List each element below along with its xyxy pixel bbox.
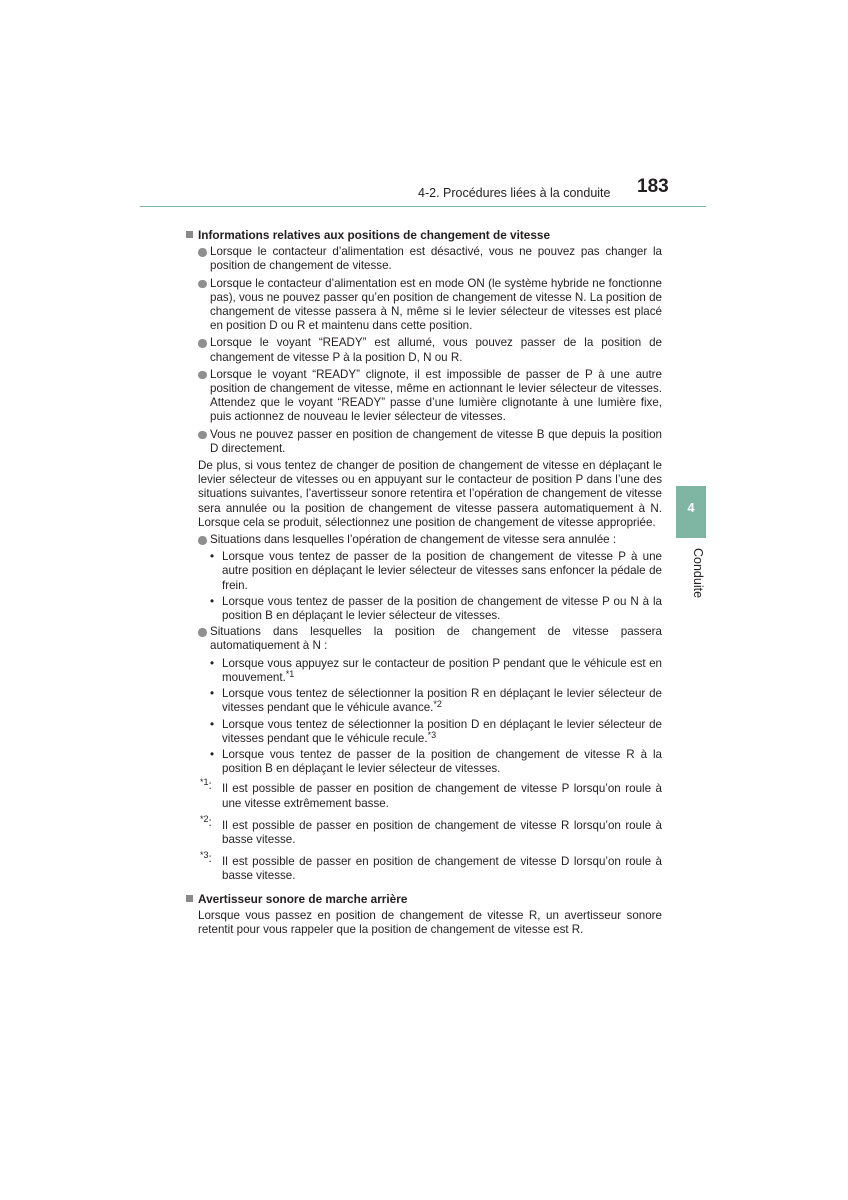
- circle-bullet-icon: [198, 248, 207, 257]
- footnote-mark: *3: [200, 850, 209, 861]
- small-bullet-icon: •: [210, 550, 215, 564]
- circle-bullet-icon: [198, 628, 207, 637]
- circle-bullet-icon: [198, 339, 207, 348]
- sub-list-item: • Lorsque vous tentez de passer de la position de changement de vitesse P à une autre position en déplaçant le levier sélecteur de vitesses sans enfoncer la pédale de frein.: [210, 550, 662, 592]
- footnote-mark: *2: [200, 813, 209, 824]
- square-bullet-icon: [186, 895, 193, 902]
- sub-list-item: • Lorsque vous appuyez sur le contacteur de position P pendant que le véhicule est en mouvement.$^{*1}$: [210, 656, 662, 684]
- header-divider: [140, 206, 706, 207]
- sub-list-item: • Lorsque vous tentez de passer de la position de changement de vitesse R à la position B en déplaçant le levier sélecteur de vitesses.: [210, 747, 662, 776]
- list-item: Vous ne pouvez passer en position de changement de vitesse B que depuis la position D directement.: [186, 428, 662, 456]
- small-bullet-icon: •: [210, 656, 215, 670]
- small-bullet-icon: •: [210, 717, 215, 731]
- circle-bullet-icon: [198, 431, 207, 440]
- section-heading-text: Avertisseur sonore de marche arrière: [198, 891, 408, 906]
- list-item: Lorsque le voyant “READY” est allumé, vous pouvez passer de la position de changement de vitesse P à la position D, N ou R.: [186, 336, 662, 364]
- circle-bullet-icon: [198, 536, 207, 545]
- sub-list-item: • Lorsque vous tentez de sélectionner la position R en déplaçant le levier sélecteur de vitesses pendant que le véhicule avance.$^{*2}$: [210, 687, 662, 715]
- footnote-ref: *2: [433, 699, 442, 710]
- footnote: $^{*3}$: Il est possible de passer en position de changement de vitesse D lorsqu’on roule à basse vitesse.: [200, 850, 662, 883]
- sub-list-item: • Lorsque vous tentez de passer de la position de changement de vitesse P ou N à la position B en déplaçant le levier sélecteur de vitesses.: [210, 594, 662, 623]
- footnote: $^{*1}$: Il est possible de passer en position de changement de vitesse P lorsqu’on roule à une vitesse extrêmement basse.: [200, 777, 662, 810]
- small-bullet-icon: •: [210, 687, 215, 701]
- list-item: Lorsque le voyant “READY” clignote, il est impossible de passer de P à une autre position de changement de vitesse, même en actionnant le levier sélecteur de vitesses. Attendez que le voyant “READY” passe d’une lumière clignotante à une lumière fixe, puis actionnez de nouveau le levier sélecteur de vitesses.: [186, 368, 662, 425]
- footnote-ref: *1: [285, 668, 295, 679]
- list-item: Lorsque le contacteur d’alimentation est en mode ON (le système hybride ne fonctionne pas), vous ne pouvez passer qu’en position de changement de vitesse N. La position de changement de vitesse passera à N, même si le levier sélecteur de vitesses est placé en position D ou R et maintenu dans cette position.: [186, 277, 662, 334]
- chapter-tab: 4: [676, 486, 706, 538]
- footnote: $^{*2}$: Il est possible de passer en position de changement de vitesse R lorsqu’on roule à basse vitesse.: [200, 813, 662, 846]
- section-heading: [186, 892, 662, 906]
- list-item: Situations dans lesquelles la position de changement de vitesse passera automatiquement à N :: [186, 625, 662, 653]
- circle-bullet-icon: [198, 371, 207, 380]
- footnote-mark: *1: [200, 777, 209, 788]
- section-title: 4-2. Procédures liées à la conduite: [418, 186, 611, 200]
- list-item: Situations dans lesquelles l’opération de changement de vitesse sera annulée :: [186, 533, 662, 547]
- section-heading-text: Informations relatives aux positions de changement de vitesse: [198, 228, 551, 242]
- circle-bullet-icon: [198, 280, 207, 289]
- footnote-ref: *3: [427, 729, 437, 740]
- chapter-label: Conduite: [691, 548, 706, 599]
- body-paragraph: De plus, si vous tentez de changer de position de changement de vitesse en déplaçant le levier sélecteur de vitesses ou en appuyant sur le contacteur de position P dans l’une des situations suivantes, l’avertisseur sonore retentira et l’opération de changement de vitesse sera annulée ou la position de changement de vitesse passera automatiquement à N. Lorsque cela se produit, sélectionnez une position de changement de vitesse appropriée.: [198, 459, 662, 529]
- sub-list-item: • Lorsque vous tentez de sélectionner la position D en déplaçant le levier sélecteur de vitesses pendant que le véhicule recule.$^{*3}$: [210, 717, 662, 745]
- square-bullet-icon: [186, 231, 193, 238]
- body-paragraph: Lorsque vous passez en position de changement de vitesse R, un avertisseur sonore retentit pour vous rappeler que la position de changement de vitesse est R.: [198, 908, 662, 936]
- section-heading: [186, 228, 662, 242]
- small-bullet-icon: •: [210, 747, 215, 761]
- small-bullet-icon: •: [210, 594, 215, 608]
- page-number: 183: [637, 176, 669, 197]
- list-item: Lorsque le contacteur d’alimentation est désactivé, vous ne pouvez pas changer la position de changement de vitesse.: [186, 245, 662, 273]
- page-content: [186, 228, 662, 940]
